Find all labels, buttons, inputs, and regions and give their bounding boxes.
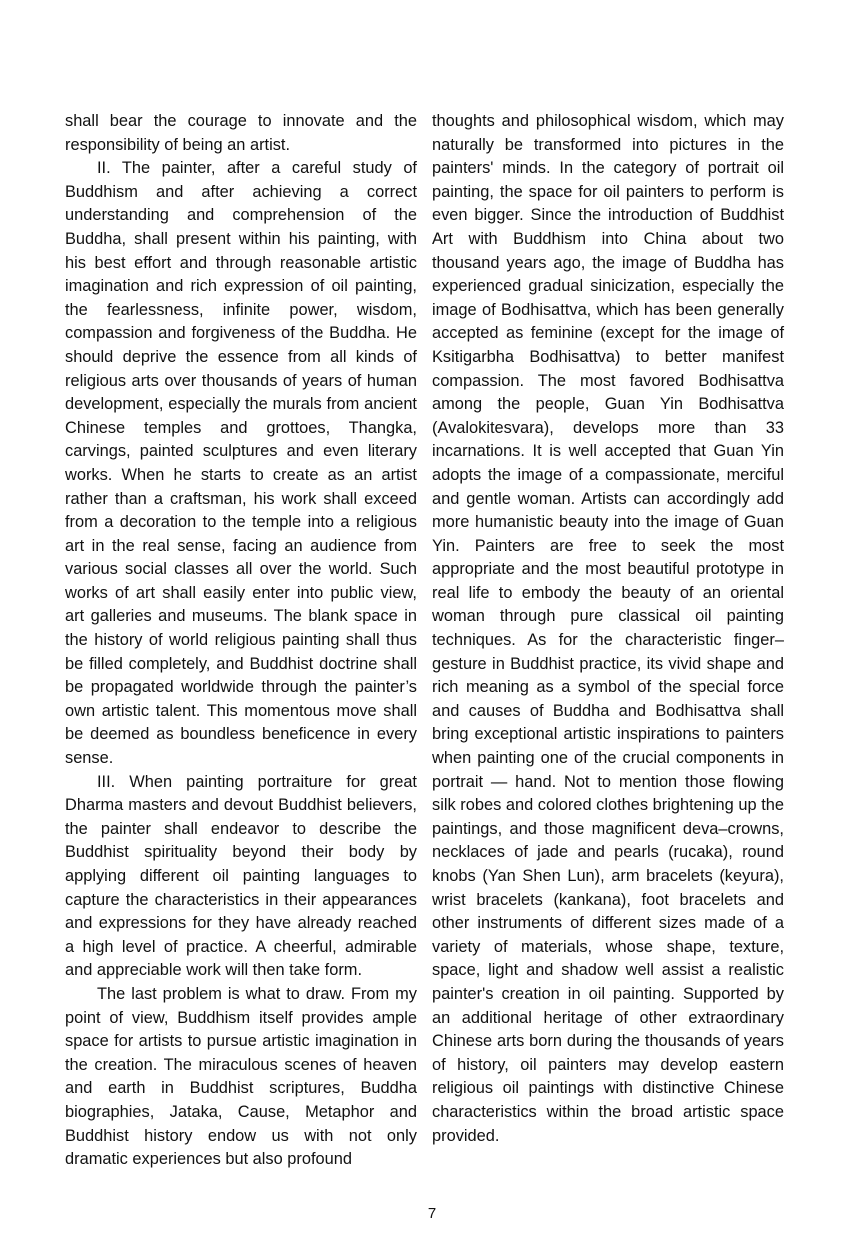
paragraph-what-to-draw: The last problem is what to draw. From my point of view, Buddhism itself provides ample space for artists to pursue artistic imagination in the creation. The miraculous scenes of heaven and earth in Buddhist scriptures, Buddha biographies, Jataka, Cause, Metaphor and Buddhist history endow us with not only dramatic experiences but also profound [65, 984, 417, 1169]
left-column [65, 110, 417, 1172]
paragraph-continuation: shall bear the courage to innovate and the responsibility of being an artist. [65, 112, 417, 154]
page-number: 7 [427, 1205, 437, 1222]
right-column [432, 110, 784, 1148]
paragraph-right-continuation: thoughts and philosophical wisdom, which may naturally be transformed into pictures in the painters' minds. In the category of portrait oil painting, the space for oil painters to perform is even bigger. Since the introduction of Buddhist Art with Buddhism into China about two thousand years ago, the image of Buddha has experienced gradual sinicization, especially the image of Bodhisattva, which has been generally accepted as feminine (except for the image of Ksitigarbha Bodhisattva) to better manifest compassion. The most favored Bodhisattva among the people, Guan Yin Bodhisattva (Avalokitesvara), develops more than 33 incarnations. It is well accepted that Guan Yin adopts the image of a compassionate, merciful and gentle woman. Artists can accordingly add more humanistic beauty into the image of Guan Yin. Painters are free to seek the most appropriate and the most beautiful prototype in real life to embody the beauty of an oriental woman through pure classical oil painting techniques. As for the characteristic finger–gesture in Buddhist practice, its vivid shape and rich meaning as a symbol of the special force and causes of Buddha and Bodhisattva shall bring exceptional artistic inspirations to painters when painting one of the crucial components in portrait — hand. Not to mention those flowing silk robes and colored clothes brightening up the paintings, and those magnificent deva–crowns, necklaces of jade and pearls (rucaka), round knobs (Yan Shen Lun), arm bracelets (keyura), wrist bracelets (kankana), foot bracelets and other instruments of different sizes made of a variety of materials, whose shape, texture, space, light and shadow well assist a realistic painter's creation in oil painting. Supported by an additional heritage of other extraordinary Chinese arts born during the thousands of years of history, oil painters may develop eastern religious oil paintings with distinctive Chinese characteristics within the broad artistic space provided. [432, 112, 784, 1145]
paragraph-point-two: II. The painter, after a careful study of Buddhism and after achieving a correct understanding and comprehension of the Buddha, shall present within his painting, with his best effort and through reasonable artistic imagination and rich expression of oil painting, the fearlessness, infinite power, wisdom, compassion and forgiveness of the Buddha. He should deprive the essence from all kinds of religious arts over thousands of years of human development, especially the murals from ancient Chinese temples and grottoes, Thangka, carvings, painted sculptures and even literary works. When he starts to create as an artist rather than a craftsman, his work shall exceed from a decoration to the temple into a religious art in the real sense, facing an audience from various social classes all over the world. Such works of art shall easily enter into public view, art galleries and museums. The blank space in the history of world religious painting shall thus be filled completely, and Buddhist doctrine shall be propagated worldwide through the painter’s own artistic talent. This momentous move shall be deemed as boundless beneficence in every sense. [65, 159, 417, 768]
paragraph-point-three: III. When painting portraiture for great Dharma masters and devout Buddhist believers, the painter shall endeavor to describe the Buddhist spirituality beyond their body by applying different oil painting languages to capture the characteristics in their appearances and expressions for they have already reached a high level of practice. A cheerful, admirable and appreciable work will then take form. [65, 772, 417, 980]
